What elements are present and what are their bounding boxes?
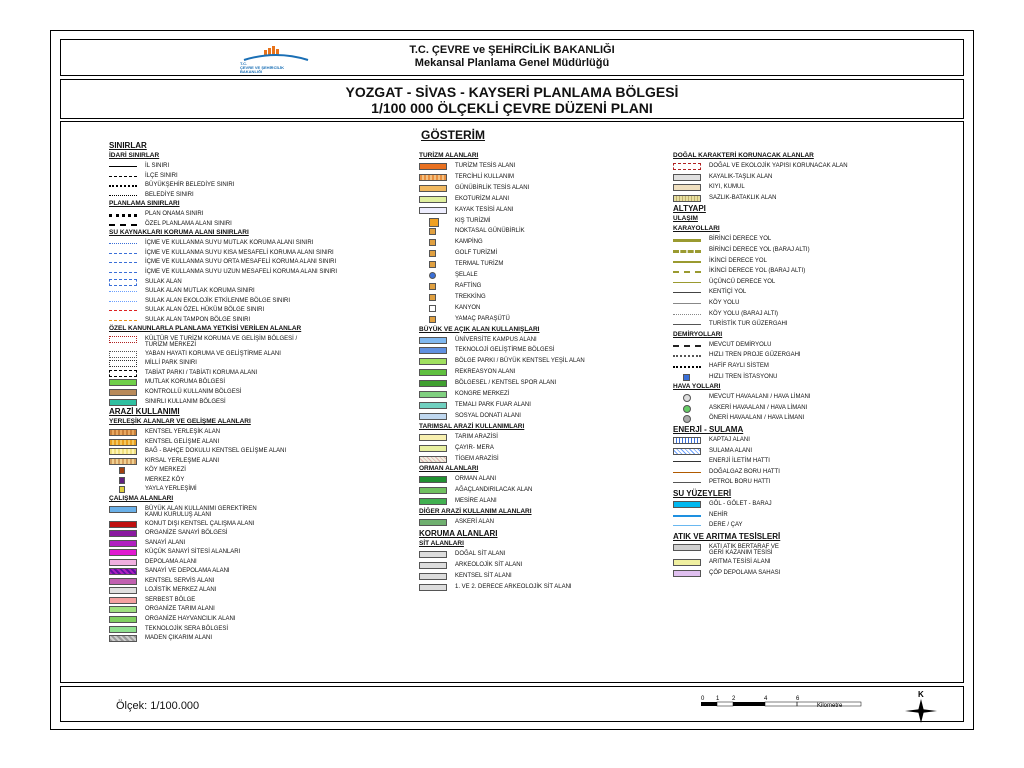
- sw-gol-icon: [673, 501, 701, 508]
- legend-heading-altyapi: ALTYAPI: [673, 204, 706, 214]
- legend-item-s-elale: ŞELALE: [455, 272, 478, 278]
- legend-heading-koruma-alanlari: KORUMA ALANLARI: [419, 529, 498, 538]
- legend-item-kenti-c-i-yol: KENTİÇİ YOL: [709, 289, 747, 296]
- legend-item-yamac-paras-u-tu: YAMAÇ PARAŞÜTÜ: [455, 315, 510, 322]
- sw-sinirli-icon: [109, 399, 137, 406]
- sw-milli-icon: [109, 360, 137, 367]
- sw-cayir-icon: [419, 445, 447, 452]
- sw-lojistik-icon: [109, 587, 137, 594]
- legend-heading-arazi-kullanimi: ARAZİ KULLANIMI: [109, 407, 180, 417]
- sw-bpark-icon: [419, 358, 447, 365]
- line-dash-bold-icon: [109, 224, 137, 226]
- legend-item-serbest-bo-lge: SERBEST BÖLGE: [145, 596, 196, 603]
- sw-sit-icon: [419, 551, 447, 558]
- legend-item-i-c-me-ve-kullanma-suyu-kisa-mesafeli-ko: İÇME VE KULLANMA SUYU KISA MESAFELİ KORUMA ALANI SINIRI: [145, 249, 334, 256]
- legend-item-sulak-alan-ekoloji-k-etki-lenme-bo-lge-s: SULAK ALAN EKOLOJİK ETKİLENME BÖLGE SINIRI: [145, 297, 291, 304]
- legend-heading-ulas-im: ULAŞIM: [673, 215, 698, 223]
- sw-spor-icon: [419, 380, 447, 387]
- sw-kservis-icon: [109, 578, 137, 585]
- plan-title: YOZGAT - SİVAS - KAYSERİ PLANLAMA BÖLGESİ: [345, 84, 679, 100]
- legend-heading-di-g-er-arazi-kullanim-alanlari: DİĞER ARAZİ KULLANIM ALANLARI: [419, 508, 532, 516]
- sw-tercihli-icon: [419, 174, 447, 181]
- legend-item-bo-lge-parki-bu-yu-k-kentsel-yes-i-l-ala: BÖLGE PARKI / BÜYÜK KENTSEL YEŞİL ALAN: [455, 358, 585, 365]
- sw-sit-icon: [419, 562, 447, 569]
- legend-item-kampi-ng: KAMPİNG: [455, 239, 483, 246]
- sw-osb-icon: [109, 530, 137, 537]
- legend-heading-turi-zm-alanlari: TURİZM ALANLARI: [419, 152, 479, 159]
- pt-star-icon: [429, 272, 436, 279]
- legend-item-bu-yu-ks-ehi-r-beledi-ye-siniri: BÜYÜKŞEHİR BELEDİYE SINIRI: [145, 182, 235, 189]
- pt-tren-icon: [683, 374, 690, 381]
- legend-heading-yerles-i-k-alanlar-ve-geli-s-me-alanlari: YERLEŞİK ALANLAR VE GELİŞME ALANLARI: [109, 418, 251, 426]
- line-dots-bold-icon: [109, 214, 137, 217]
- legend-heading-karayollari: KARAYOLLARI: [673, 225, 720, 233]
- legend-item-mevcut-havaalani-hava-li-mani: MEVCUT HAVAALANI / HAVA LİMANI: [709, 394, 811, 401]
- legend-item-teknoloji-k-sera-bo-lgesi: TEKNOLOJİK SERA BÖLGESİ: [145, 625, 229, 632]
- pt-merkez-icon: [119, 477, 125, 484]
- logo-text-2: ÇEVRE VE ŞEHİRCİLİK: [240, 65, 285, 70]
- legend-item-mevcut-demi-ryolu: MEVCUT DEMİRYOLU: [709, 341, 772, 348]
- legend-item-go-l-go-let-baraj: GÖL - GÖLET - BARAJ: [709, 501, 772, 507]
- legend-item-noktasal-gu-nu-bi-rli-k: NOKTASAL GÜNÜBİRLİK: [455, 228, 525, 235]
- ln-olive-dash2-icon: [673, 271, 701, 273]
- legend-item-ko-y-yolu-baraj-alti: KÖY YOLU (BARAJ ALTI): [709, 310, 779, 317]
- sw-otarim-icon: [109, 606, 137, 613]
- legend-item-i-l-siniri: İL SINIRI: [145, 163, 170, 169]
- scale-bar: [701, 693, 881, 715]
- sw-cop-icon: [673, 570, 701, 577]
- legend-item-temali-park-fuar-alani: TEMALI PARK FUAR ALANI: [455, 401, 531, 408]
- scale-label: Ölçek: 1/100.000: [116, 700, 200, 712]
- legend-item-kayalik-tas-lik-alan: KAYALIK-TAŞLIK ALAN: [709, 173, 773, 180]
- pt-yayla-icon: [119, 486, 125, 493]
- scale-tick-1: 1: [716, 696, 720, 702]
- scale-tick-2: 2: [732, 696, 736, 702]
- legend-item-ku-c-u-k-sanayi-si-tesi-alanlari: KÜÇÜK SANAYİ SİTESİ ALANLARI: [145, 549, 241, 556]
- legend-item-askeri-havaalani-hava-li-mani: ASKERİ HAVAALANI / HAVA LİMANI: [709, 404, 808, 411]
- sw-kirsal-icon: [109, 458, 137, 465]
- legend-item-yayla-yerles-i-mi: YAYLA YERLEŞİMİ: [145, 486, 197, 493]
- sw-univ-icon: [419, 337, 447, 344]
- pt-star2-icon: [429, 305, 436, 312]
- legend-item-ku-ltu-r-ve-turi-zm-koruma-ve-geli-s-i-m: KÜLTÜR VE TURİZM KORUMA VE GELİŞİM BÖLGESİ /: [145, 336, 298, 343]
- legend-item-depolama-alani: DEPOLAMA ALANI: [145, 558, 197, 565]
- sw-sit-icon: [419, 573, 447, 580]
- legend-item-beledi-ye-siniri: BELEDİYE SINIRI: [145, 191, 194, 198]
- ln-dere-icon: [673, 525, 701, 526]
- legend-item-sulak-alan-o-zel-hu-ku-m-bo-lge-siniri: SULAK ALAN ÖZEL HÜKÜM BÖLGE SINIRI: [145, 307, 265, 314]
- legend-item-i-ki-nci-derece-yol-baraj-alti: İKİNCİ DERECE YOL (BARAJ ALTI): [709, 268, 806, 275]
- scale-tick-6: 6: [796, 696, 800, 702]
- north-arrow-icon: [901, 689, 941, 725]
- sw-kultur-icon: [109, 336, 137, 343]
- legend-item-kamu-kurulus-alani: KAMU KURULUŞ ALANI: [145, 511, 212, 518]
- legend-heading-tarimsal-arazi-kullanimlari: TARIMSAL ARAZİ KULLANIMLARI: [419, 422, 525, 430]
- legend-item-konut-dis-i-kentsel-c-alis-ma-alani: KONUT DIŞI KENTSEL ÇALIŞMA ALANI: [145, 520, 255, 527]
- legend-item-kentsel-yerles-i-k-alan: KENTSEL YERLEŞİK ALAN: [145, 429, 221, 436]
- legend-item-kati-atik-bertaraf-ve: KATI ATIK BERTARAF VE: [709, 543, 779, 550]
- pt-small-icon: [429, 283, 436, 290]
- legend-item-kayak-tesi-si-alani: KAYAK TESİSİ ALANI: [455, 206, 514, 213]
- legend-item-dog-al-ve-ekoloji-k-yapisi-korunacak-ala: DOĞAL VE EKOLOJİK YAPISI KORUNACAK ALAN: [709, 163, 848, 169]
- logo-text-3: BAKANLIĞI: [240, 69, 263, 74]
- legend-item-kaptaj-alani: KAPTAJ ALANI: [709, 437, 750, 443]
- sw-sulama-icon: [673, 448, 701, 455]
- line-orange-dash-icon: [109, 320, 137, 321]
- legend-item-i-c-me-ve-kullanma-suyu-orta-mesafeli-ko: İÇME VE KULLANMA SUYU ORTA MESAFELİ KORUMA ALANI SINIRI: [145, 259, 337, 266]
- legend-heading-su-kaynaklari-koruma-alani-sinirlari: SU KAYNAKLARI KORUMA ALANI SINIRLARI: [109, 229, 249, 237]
- legend-item-loji-sti-k-merkez-alani: LOJİSTİK MERKEZ ALANI: [145, 587, 217, 594]
- legend-item-kentsel-si-t-alani: KENTSEL SİT ALANI: [455, 572, 512, 579]
- legend-item-bo-lgesel-kentsel-spor-alani: BÖLGESEL / KENTSEL SPOR ALANI: [455, 380, 557, 387]
- sw-kaptaj-icon: [673, 437, 701, 444]
- legend-item-tarim-arazi-si: TARIM ARAZİSİ: [455, 433, 498, 440]
- sw-depolama-icon: [109, 559, 137, 566]
- legend-item-hizli-tren-i-stasyonu: HIZLI TREN İSTASYONU: [709, 373, 778, 380]
- legend-item-turi-zm-merkezi: TURİZM MERKEZİ: [145, 342, 196, 349]
- sw-gunubirlik-icon: [419, 185, 447, 192]
- legend-item-i-c-me-ve-kullanma-suyu-mutlak-koruma-al: İÇME VE KULLANMA SUYU MUTLAK KORUMA ALANI SINIRI: [145, 240, 314, 247]
- legend-item-o-neri-havaalani-hava-li-mani: ÖNERİ HAVAALANI / HAVA LİMANI: [709, 415, 805, 422]
- legend-item-mi-lli-park-siniri: MİLLİ PARK SINIRI: [145, 360, 197, 367]
- legend-heading-demi-ryollari: DEMİRYOLLARI: [673, 330, 723, 338]
- ln-nehir-icon: [673, 515, 701, 517]
- line-circles-icon: [109, 185, 137, 187]
- legend-item-sulak-alan: SULAK ALAN: [145, 278, 182, 285]
- sw-tekno-icon: [419, 347, 447, 354]
- legend-item-bi-ri-nci-derece-yol-baraj-alti: BİRİNCİ DERECE YOL (BARAJ ALTI): [709, 247, 810, 253]
- north-label: K: [918, 690, 924, 699]
- legend-item-dere-c-ay: DERE / ÇAY: [709, 522, 743, 529]
- sw-sera-icon: [109, 626, 137, 633]
- legend-item-geri-kazanim-tesi-si: GERİ KAZANIM TESİSİ: [709, 549, 773, 556]
- legend-item-hizli-tren-proje-gu-zergahi: HIZLI TREN PROJE GÜZERGAHI: [709, 352, 801, 359]
- legend-heading-planlama-sinirlari: PLANLAMA SINIRLARI: [109, 200, 180, 208]
- legend-item-dog-al-si-t-alani: DOĞAL SİT ALANI: [455, 551, 506, 557]
- legend-item-terci-hli-kullanim: TERCİHLİ KULLANIM: [455, 173, 515, 180]
- legend-item-mesi-re-alani: MESİRE ALANI: [455, 498, 497, 505]
- legend-item-ekoturi-zm-alani: EKOTURİZM ALANI: [455, 195, 510, 202]
- pt-small-icon: [429, 316, 436, 323]
- legend-item-organi-ze-hayvancilik-alani: ORGANİZE HAYVANCILIK ALANI: [145, 616, 236, 622]
- legend-item-kiyi-kumul: KIYI, KUMUL: [709, 184, 745, 191]
- legend-item-sanayi-ve-depolama-alani: SANAYİ VE DEPOLAMA ALANI: [145, 568, 230, 575]
- sw-kentsel-icon: [109, 429, 137, 436]
- legend-item-c-ayir-mera: ÇAYIR- MERA: [455, 444, 494, 451]
- sw-kayak-icon: [419, 207, 447, 214]
- legend-item-sinirli-kullanim-bo-lgesi: SINIRLI KULLANIM BÖLGESİ: [145, 398, 226, 405]
- legend-item-merkez-ko-y: MERKEZ KÖY: [145, 476, 185, 483]
- legend-item-rafti-ng: RAFTİNG: [455, 282, 482, 289]
- legend-item-sanayi-alani: SANAYİ ALANI: [145, 539, 186, 546]
- legend-heading-dog-al-karakteri-korunacak-alanlar: DOĞAL KARAKTERİ KORUNACAK ALANLAR: [673, 152, 814, 159]
- legend-item-kentsel-servi-s-alani: KENTSEL SERVİS ALANI: [145, 577, 215, 584]
- legend-item-enerji-i-leti-m-hatti: ENERJİ İLETİM HATTI: [709, 458, 770, 465]
- sw-dogal-icon: [673, 163, 701, 170]
- legend-item-hafi-f-rayli-si-stem: HAFİF RAYLI SİSTEM: [709, 363, 769, 369]
- legend-item-c-o-p-depolama-sahasi: ÇÖP DEPOLAMA SAHASI: [709, 570, 781, 576]
- legend-item-u-c-u-ncu-derece-yol: ÜÇÜNCÜ DERECE YOL: [709, 278, 776, 285]
- legend-item-golf-turi-zmi: GOLF TURİZMİ: [455, 250, 498, 257]
- legend-item-sulak-alan-mutlak-koruma-siniri: SULAK ALAN MUTLAK KORUMA SINIRI: [145, 288, 255, 295]
- legend-item-termal-turi-zm: TERMAL TURİZM: [455, 261, 504, 268]
- sw-kongre-icon: [419, 391, 447, 398]
- title-box: [60, 79, 964, 119]
- sw-mutlak-icon: [109, 379, 137, 386]
- legend-item-i-c-me-ve-kullanma-suyu-uzun-mesafeli-ko: İÇME VE KULLANMA SUYU UZUN MESAFELİ KORUMA ALANI SINIRI: [145, 268, 338, 275]
- scale-tick-4: 4: [764, 696, 768, 702]
- line-blue-long-icon: [109, 272, 137, 273]
- legend-item-ti-gem-arazi-si: TİGEM ARAZİSİ: [455, 455, 499, 462]
- legend-item-gu-nu-bi-rli-k-tesi-s-alani: GÜNÜBİRLİK TESİS ALANI: [455, 184, 530, 191]
- sw-sazlik-icon: [673, 195, 701, 202]
- ln-enerji-icon: [673, 461, 701, 462]
- legend-title: GÖSTERİM: [421, 128, 486, 142]
- legend-item-tabi-at-parki-tabi-ati-koruma-alani: TABİAT PARKI / TABİATI KORUMA ALANI: [145, 369, 258, 376]
- legend-item-arkeoloji-k-si-t-alani: ARKEOLOJİK SİT ALANI: [455, 561, 523, 568]
- legend-item-petrol-boru-hatti: PETROL BORU HATTI: [709, 479, 771, 486]
- sw-buyuk-icon: [109, 506, 137, 513]
- legend-item-turi-sti-k-tur-gu-zergahi: TURİSTİK TUR GÜZERGAHI: [709, 321, 788, 328]
- legend-item-kentsel-geli-s-me-alani: KENTSEL GELİŞME ALANI: [145, 438, 220, 445]
- pt-air3-icon: [683, 415, 691, 423]
- sw-maden-icon: [109, 635, 137, 642]
- map-sheet: [50, 30, 974, 730]
- line-red-dash-icon: [109, 310, 137, 311]
- ministry-name: T.C. ÇEVRE ve ŞEHİRCİLİK BAKANLIĞI: [409, 44, 615, 56]
- pt-small-icon: [429, 228, 436, 235]
- sw-ohayvan-icon: [109, 616, 137, 623]
- legend-item-plan-onama-siniri: PLAN ONAMA SINIRI: [145, 211, 204, 218]
- legend-item-sazlik-bataklik-alan: SAZLIK-BATAKLIK ALAN: [709, 194, 777, 201]
- legend-heading-si-t-alanlari: SİT ALANLARI: [419, 540, 464, 547]
- legend-heading-o-zel-kanunlarla-planlama-yetki-si-veri-: ÖZEL KANUNLARLA PLANLAMA YETKİSİ VERİLEN ALANLAR: [109, 325, 302, 333]
- line-dashdot-icon: [109, 176, 137, 177]
- legend-item-i-lc-e-siniri: İLÇE SINIRI: [145, 172, 178, 179]
- legend-item-trekki-ng: TREKKİNG: [455, 293, 486, 300]
- sw-kontrollu-icon: [109, 389, 137, 396]
- legend-item-sosyal-donati-alani: SOSYAL DONATI ALANI: [455, 412, 521, 419]
- legend-item-teknoloji-geli-s-ti-rme-bo-lgesi: TEKNOLOJİ GELİŞTİRME BÖLGESİ: [455, 347, 555, 354]
- sw-sulak-icon: [109, 279, 137, 286]
- ln-olive-icon: [673, 261, 701, 263]
- pt-air2-icon: [683, 405, 691, 413]
- pt-koy-icon: [119, 467, 125, 474]
- legend-item-kanyon: KANYON: [455, 304, 481, 311]
- sw-bag-icon: [109, 448, 137, 455]
- ln-gray-dot-icon: [673, 314, 701, 315]
- legend-heading-i-dari-sinirlar: İDARİ SINIRLAR: [109, 152, 160, 159]
- legend-item-kontrollu-kullanim-bo-lgesi: KONTROLLÜ KULLANIM BÖLGESİ: [145, 389, 242, 395]
- legend-item-nehi-r: NEHİR: [709, 511, 728, 518]
- legend-item-ko-y-merkezi: KÖY MERKEZİ: [145, 467, 186, 474]
- legend-item-bi-ri-nci-derece-yol: BİRİNCİ DERECE YOL: [709, 236, 772, 243]
- legend-item-organi-ze-sanayi-bo-lgesi: ORGANİZE SANAYİ BÖLGESİ: [145, 530, 228, 537]
- ln-olive-thin-icon: [673, 282, 701, 283]
- legend-heading-enerji-sulama: ENERJİ - SULAMA: [673, 425, 744, 434]
- ln-olive-dash-icon: [673, 250, 701, 253]
- pt-air-icon: [683, 394, 691, 402]
- legend-heading-orman-alanlari: ORMAN ALANLARI: [419, 465, 479, 473]
- header-box: [60, 39, 964, 76]
- ln-rail2-icon: [673, 355, 701, 357]
- ln-rail-icon: [673, 345, 701, 347]
- plan-subtitle: 1/100 000 ÖLÇEKLİ ÇEVRE DÜZENİ PLANI: [371, 100, 653, 116]
- legend-item-ag-ac-landirilacak-alan: AĞAÇLANDIRILACAK ALAN: [455, 487, 533, 494]
- legend-heading-bu-yu-k-ve-ac-ik-alan-kullanis-lari: BÜYÜK VE AÇIK ALAN KULLANIŞLARI: [419, 325, 540, 333]
- sw-fuar-icon: [419, 402, 447, 409]
- sw-kiyi-icon: [673, 184, 701, 191]
- footer-box: [60, 686, 964, 722]
- directorate-name: Mekansal Planlama Genel Müdürlüğü: [414, 57, 610, 69]
- pt-small-icon: [429, 261, 436, 268]
- legend-item-maden-c-ikarim-alani: MADEN ÇIKARIM ALANI: [145, 635, 213, 642]
- scale-tick-0: 0: [701, 696, 705, 702]
- legend-item-aritma-tesi-si-alani: ARITMA TESİSİ ALANI: [709, 559, 771, 566]
- legend-item-sulama-alani: SULAMA ALANI: [709, 447, 753, 454]
- line-solid-icon: [109, 166, 137, 167]
- sw-rekreasyon-icon: [419, 369, 447, 376]
- ln-dogalgaz-icon: [673, 472, 701, 473]
- legend-box: [60, 121, 964, 683]
- legend-item-i-ki-nci-derece-yol: İKİNCİ DERECE YOL: [709, 257, 767, 264]
- legend-item-kirsal-yerles-me-alani: KIRSAL YERLEŞME ALANI: [145, 457, 220, 464]
- scale-unit: Kilometre: [817, 703, 843, 709]
- sw-askeri-icon: [419, 519, 447, 526]
- sw-yaban-icon: [109, 351, 137, 358]
- logo-text-1: T.C.: [240, 61, 248, 66]
- legend-heading-hava-yollari: HAVA YOLLARI: [673, 383, 721, 391]
- legend-item-u-ni-versi-te-kampus-alani: ÜNİVERSİTE KAMPUS ALANI: [455, 336, 537, 343]
- line-blue-dash-icon: [109, 253, 137, 254]
- legend-item-orman-alani: ORMAN ALANI: [455, 476, 497, 483]
- legend-item-o-zel-planlama-alani-siniri: ÖZEL PLANLAMA ALANI SINIRI: [145, 220, 232, 227]
- sw-tarim-icon: [419, 434, 447, 441]
- sw-sosyal-icon: [419, 413, 447, 420]
- pt-small-icon: [429, 239, 436, 246]
- ln-rail3-icon: [673, 366, 701, 368]
- sw-kgelisme-icon: [109, 439, 137, 446]
- ln-gray-thin-icon: [673, 303, 701, 304]
- sw-serbest-icon: [109, 597, 137, 604]
- legend-item-dog-algaz-boru-hatti: DOĞALGAZ BORU HATTI: [709, 468, 780, 475]
- sw-sdepo-icon: [109, 568, 137, 575]
- legend-item-kis-turi-zmi: KIŞ TURİZMİ: [455, 217, 491, 224]
- line-dotdash-icon: [109, 195, 137, 196]
- pt-kis-icon: [429, 218, 439, 227]
- sw-ka-icon: [673, 544, 701, 551]
- sw-aritma-icon: [673, 559, 701, 566]
- pt-small-icon: [429, 294, 436, 301]
- sw-ekoturizm-icon: [419, 196, 447, 203]
- legend-item-bag-bahc-e-dokulu-kentsel-geli-s-me-alan: BAĞ - BAHÇE DOKULU KENTSEL GELİŞME ALANI: [145, 448, 287, 455]
- ln-tur-icon: [673, 324, 701, 325]
- legend-heading-sinirlar: SINIRLAR: [109, 141, 147, 150]
- sw-sanayi-icon: [109, 540, 137, 547]
- line-blue-dot-icon: [109, 243, 137, 244]
- legend-heading-c-alis-ma-alanlari: ÇALIŞMA ALANLARI: [109, 494, 174, 502]
- legend-item-bu-yu-k-alan-kullanimi-gerekti-ren: BÜYÜK ALAN KULLANIMI GEREKTİREN: [145, 505, 257, 512]
- sw-tabiat-icon: [109, 370, 137, 377]
- legend-item-askeri-alan: ASKERİ ALAN: [455, 519, 495, 526]
- sw-tigem-icon: [419, 456, 447, 463]
- sw-mesire-icon: [419, 498, 447, 505]
- line-blue-dashdot-icon: [109, 262, 137, 263]
- legend-item-organi-ze-tarim-alani: ORGANİZE TARIM ALANI: [145, 606, 215, 613]
- sw-orman-icon: [419, 476, 447, 483]
- ln-black-thin-icon: [673, 292, 701, 293]
- legend-item-ko-y-yolu: KÖY YOLU: [709, 300, 740, 306]
- legend-item-mutlak-koruma-bo-lgesi: MUTLAK KORUMA BÖLGESİ: [145, 379, 226, 386]
- ln-petrol-icon: [673, 482, 701, 483]
- legend-heading-su-yu-zeyleri: SU YÜZEYLERİ: [673, 489, 732, 498]
- legend-item-sulak-alan-tampon-bo-lge-siniri: SULAK ALAN TAMPON BÖLGE SINIRI: [145, 316, 251, 323]
- sw-sit-icon: [419, 584, 447, 591]
- sw-agac-icon: [419, 487, 447, 494]
- pt-small-icon: [429, 250, 436, 257]
- legend-item-yaban-hayati-koruma-ve-geli-s-ti-rme-ala: YABAN HAYATI KORUMA VE GELİŞTİRME ALANI: [145, 350, 281, 357]
- ln-olive-bold-icon: [673, 239, 701, 242]
- legend-item-1-ve-2-derece-arkeoloji-k-si-t-alani: 1. VE 2. DERECE ARKEOLOJİK SİT ALANI: [455, 583, 572, 590]
- legend-heading-atik-ve-aritma-tesi-sleri: ATIK VE ARITMA TESİSLERİ: [673, 531, 781, 541]
- line-blue-fine2-icon: [109, 301, 137, 302]
- line-blue-fine-icon: [109, 291, 137, 292]
- sw-kayalik-icon: [673, 174, 701, 181]
- sw-kucuk-icon: [109, 549, 137, 556]
- legend-item-rekreasyon-alani: REKREASYON ALANI: [455, 369, 516, 376]
- sw-turizm-icon: [419, 163, 447, 170]
- sw-konut-icon: [109, 521, 137, 528]
- legend-item-kongre-merkezi: KONGRE MERKEZİ: [455, 391, 510, 397]
- legend-item-turi-zm-tesi-s-alani: TURİZM TESİS ALANI: [455, 163, 516, 169]
